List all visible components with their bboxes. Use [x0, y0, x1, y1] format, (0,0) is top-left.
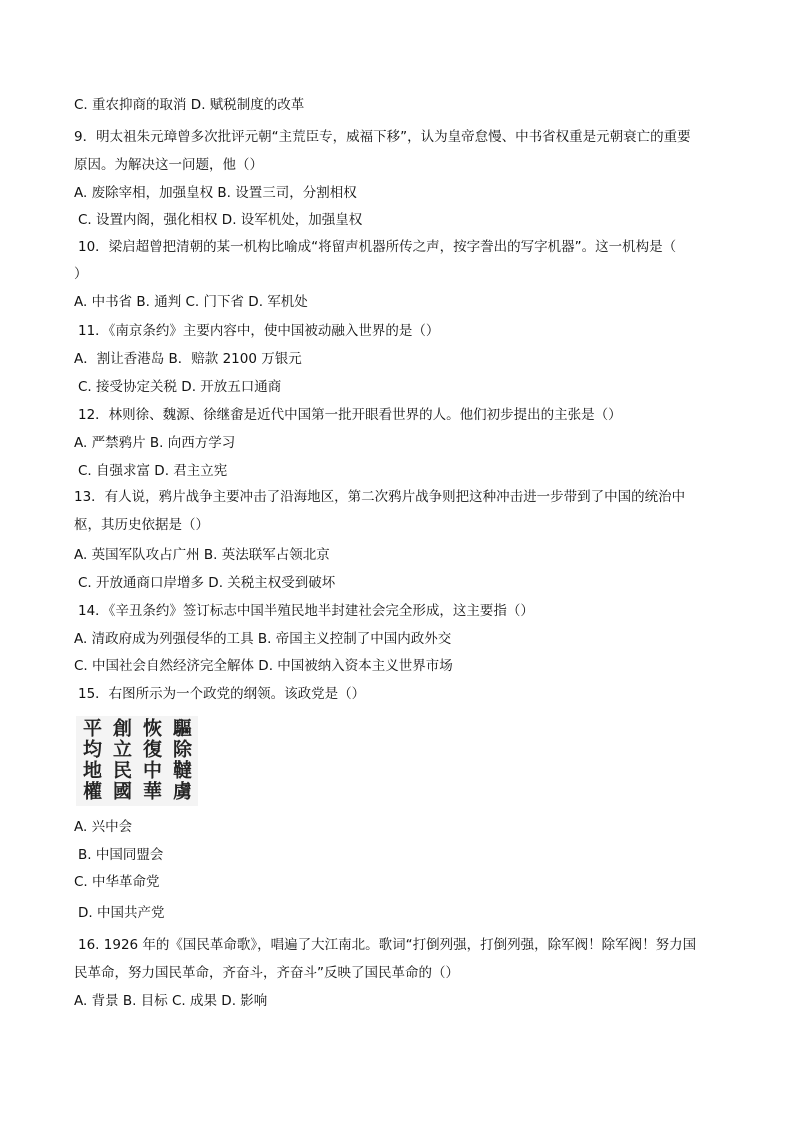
q14-stem: 14．《辛丑条约》签订标志中国半殖民地半封建社会完全形成，这主要指（） — [78, 603, 534, 619]
q8-options-cd: C. 重农抑商的取消 D. 赋税制度的改革 — [74, 97, 305, 113]
q16-stem: 16. 1926 年的《国民革命歌》，唱遍了大江南北。歌词“打倒列强，打倒列强，除军阀！除军阀！努力国 — [78, 937, 697, 953]
q15-option-c: C. 中华革命党 — [74, 874, 160, 890]
party-program-calligraphy-image — [76, 716, 198, 806]
q13-stem: 13．有人说，鸦片战争主要冲击了沿海地区，第二次鸦片战争则把这种冲击进一步带到了中国的统治中 — [74, 489, 686, 505]
q12-stem: 12．林则徐、魏源、徐继畬是近代中国第一批开眼看世界的人。他们初步提出的主张是（） — [78, 407, 622, 423]
q13-options-ab: A. 英国军队攻占广州 B. 英法联军占领北京 — [74, 547, 330, 563]
q13-options-cd: C. 开放通商口岸增多 D. 关税主权受到破坏 — [78, 575, 336, 591]
q16-stem-cont: 民革命，努力国民革命，齐奋斗，齐奋斗”反映了国民革命的（） — [74, 965, 459, 981]
q12-options-ab: A. 严禁鸦片 B. 向西方学习 — [74, 435, 236, 451]
q15-option-a: A. 兴中会 — [74, 819, 133, 835]
q9-stem-cont: 原因。为解决这一问题，他（） — [74, 157, 263, 173]
q10-stem: 10．梁启超曾把清朝的某一机构比喻成“将留声机器所传之声，按字誊出的写字机器”。这一机构是（ — [78, 239, 677, 255]
q11-stem: 11．《南京条约》主要内容中，使中国被动融入世界的是（） — [78, 323, 440, 339]
q9-options-cd: C. 设置内阁，强化相权 D. 设军机处，加强皇权 — [78, 212, 363, 228]
q14-options-ab: A. 清政府成为列强侵华的工具 B. 帝国主义控制了中国内政外交 — [74, 631, 452, 647]
q9-stem: 9．明太祖朱元璋曾多次批评元朝“主荒臣专，威福下移”，认为皇帝怠慢、中书省权重是元朝衰亡的重要 — [74, 129, 691, 145]
q10-stem-cont: ） — [74, 266, 88, 282]
calligraphy-column: 平均地權 — [80, 718, 102, 802]
q11-options-cd: C. 接受协定关税 D. 开放五口通商 — [78, 379, 282, 395]
q11-options-ab: A．割让香港岛 B．赔款 2100 万银元 — [74, 351, 302, 367]
q15-stem: 15．右图所示为一个政党的纲领。该政党是（） — [78, 686, 366, 702]
calligraphy-column: 恢復中華 — [140, 718, 162, 802]
calligraphy-column: 驅除韃虜 — [170, 718, 192, 802]
q15-option-d: D. 中国共产党 — [78, 905, 165, 921]
q15-option-b: B. 中国同盟会 — [78, 847, 164, 863]
calligraphy-column: 創立民國 — [110, 718, 132, 802]
q12-options-cd: C. 自强求富 D. 君主立宪 — [78, 463, 228, 479]
q13-stem-cont: 枢，其历史依据是（） — [74, 517, 209, 533]
q14-options-cd: C. 中国社会自然经济完全解体 D. 中国被纳入资本主义世界市场 — [74, 658, 453, 674]
q9-options-ab: A. 废除宰相，加强皇权 B. 设置三司，分割相权 — [74, 185, 357, 201]
q10-options: A. 中书省 B. 通判 C. 门下省 D. 军机处 — [74, 294, 308, 310]
q16-options: A. 背景 B. 目标 C. 成果 D. 影响 — [74, 993, 268, 1009]
